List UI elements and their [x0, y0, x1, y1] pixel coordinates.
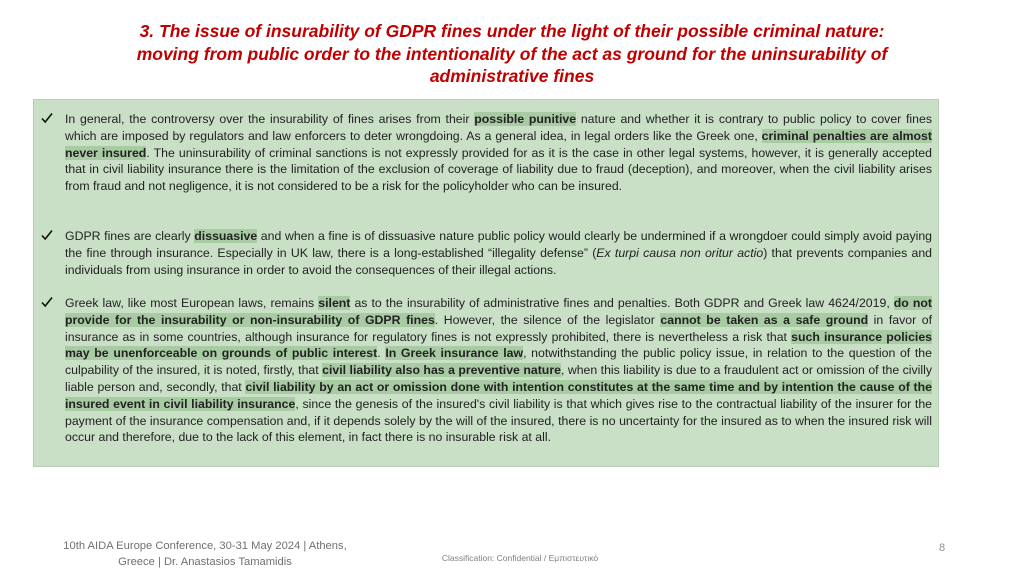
bullet-text: Greek law, like most European laws, remains silent as to the insurability of administrative fines and penalties. Both GDPR and Greek law 4624/2019, do not provide for the insurability or non-insurability of GDPR fines. However, the silence of the legislator cannot be taken as a safe ground in favor of insurance as in some countries, although insurance for regulatory fines is not expressly prohibited, there is nevertheless a risk that such insurance policies may be unenforceable on grounds of public interest. In Greek insurance law, notwithstanding the public policy issue, in relation to the question of the culpability of the insured, it is noted, firstly, that civil liability also has a preventive nature, when this liability is due to a fraudulent act or omission of the civilly liable person and, secondly, that civil liability by an act or omission done with intention constitutes at the same time and by intention the cause of the insured event in civil liability insurance, since the genesis of the insured's civil liability is that which gives rise to the contractual liability of the insurer for the payment of the insurance compensation and, if it depends solely by the will of the insured, there is no uncertainty for the insured as to when the insured risk will occur and therefore, due to the lack of this element, in fact there is no insurable risk at all.	[65, 296, 932, 445]
footer-conference: 10th AIDA Europe Conference, 30-31 May 2024 | Athens, Greece | Dr. Anastasios Tamamidis	[63, 540, 347, 568]
highlight: In Greek insurance law	[385, 346, 524, 361]
bullet-text: GDPR fines are clearly dissuasive and when a fine is of dissuasive nature public policy would clearly be undermined if a wrongdoer could simply avoid paying the fine through insurance. Especially in UK law, there is a long-established “illegality defense” (Ex turpi causa non oritur actio) that prevents companies and individuals from using insurance in order to avoid the consequences of their illegal actions.	[65, 229, 932, 277]
bullet-text: In general, the controversy over the insurability of fines arises from their possible punitive nature and whether it is contrary to public policy to cover fines which are imposed by regulators and law enforcers to deter wrongdoing. As a general idea, in legal orders like the Greek one, criminal penalties are almost never insured. The uninsurability of criminal sanctions is not expressly provided for as it is the case in other legal systems, however, it is generally accepted that in civil liability insurance there is the limitation of the exclusion of coverage of liability due to fraud (deception), and moreover, when the civil liability arises from fraud and not negligence, it is not considered to be a risk for the policyholder who can be insured.	[65, 112, 932, 194]
highlight: dissuasive	[194, 229, 258, 243]
bullet-item-3	[40, 295, 932, 446]
bullet-item-1	[40, 111, 932, 195]
highlight: cannot be taken as a safe ground	[660, 312, 869, 327]
highlight: such insurance policies may be unenforceable on grounds of public interest	[65, 329, 932, 361]
checkmark-icon	[40, 295, 54, 309]
page-number: 8	[938, 542, 946, 554]
content-panel	[33, 99, 939, 467]
checkmark-icon	[40, 228, 54, 242]
highlight: criminal penalties are almost never insured	[65, 128, 932, 160]
highlight: do not provide for the insurability or non-insurability of GDPR fines	[65, 296, 932, 327]
checkmark-icon	[40, 111, 54, 125]
slide-title: 3. The issue of insurability of GDPR fines under the light of their possible criminal nature: moving from public order to the intentionality of the act as ground for the uninsurability of administrative fines	[136, 21, 888, 86]
bullet-item-2	[40, 228, 932, 278]
highlight: possible punitive	[474, 112, 577, 126]
latin-maxim: Ex turpi causa non oritur actio	[596, 245, 764, 260]
footer-classification: Classification: Confidential / Εμπιστευτικό	[441, 553, 599, 563]
highlight: silent	[318, 296, 351, 310]
highlight: civil liability by an act or omission done with intention constitutes at the same time and by intention the cause of the insured event in civil liability insurance	[65, 379, 932, 411]
highlight: civil liability also has a preventive nature	[322, 363, 561, 378]
